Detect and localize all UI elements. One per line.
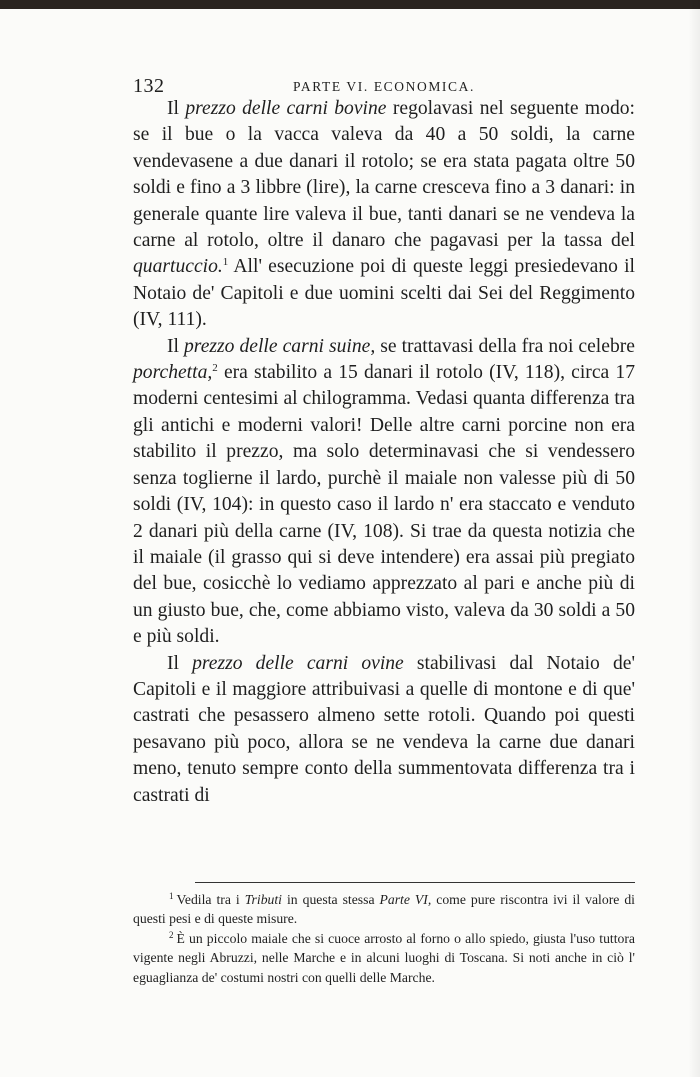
footnote-2 xyxy=(133,929,635,987)
main-text xyxy=(133,96,635,809)
footnote-mark: 1 xyxy=(169,891,174,901)
footnote-mark: 2 xyxy=(169,929,174,940)
text-run: Vedila tra i xyxy=(176,892,245,907)
italic-run: prezzo delle carni suine, xyxy=(184,335,376,357)
text-run: come pure riscontra ivi il valore di questi pesi e di queste misure. xyxy=(133,892,635,927)
footnote-ref[interactable]: 2 xyxy=(212,362,218,375)
italic-run: Tributi xyxy=(244,892,282,907)
italic-run: quartuccio. xyxy=(133,256,223,278)
footnote-1 xyxy=(133,890,635,929)
paragraph-bovine xyxy=(133,96,635,334)
text-run: È un piccolo maiale che si cuoce arrosto al forno o allo spiedo, giusta l'uso tuttora vigente negli Abruzzi, nelle Marche e in alcuni luoghi di Toscana. Si noti anche in ciò l' eguaglianza de' costumi nostri con quelli delle Marche. xyxy=(133,930,635,985)
footnotes xyxy=(133,890,635,987)
italic-run: prezzo delle carni ovine xyxy=(192,652,404,674)
footnote-ref[interactable]: 1 xyxy=(222,256,229,269)
text-run: se trattavasi della fra noi celebre xyxy=(375,335,635,357)
text-run: Il xyxy=(167,98,186,119)
running-head: PARTE VI. ECONOMICA. xyxy=(293,79,475,94)
paragraph-suine xyxy=(133,334,635,651)
text-run: Il xyxy=(167,652,193,674)
paragraph-ovine xyxy=(133,651,635,809)
text-run: era stabilito a 15 danari il rotolo (IV, 118), circa 17 moderni centesimi al chilogramma. Vedasi quanta differenza tra gli antichi e moderni valori! Delle altre carni porcine non era stabilito il prezzo, ma solo determinavasi che si vendessero senza toglierne il lardo, purchè il maiale non valesse più di 50 soldi (IV, 104): in questo caso il lardo n' era staccato e venduto 2 danari più della carne (IV, 108). Si trae da questa notizia che il maiale (il grasso qui si deve intendere) era assai più pregiato del bue, cosicchè lo vediamo apprezzato al pari e anche più di un giusto bue, che, come abbiamo visto, valeva da 30 soldi a 50 e più soldi. xyxy=(133,362,635,648)
italic-run: porchetta, xyxy=(133,362,213,384)
text-run: stabilivasi dal Notaio de' Capitoli e il maggiore attribuivasi a quelle di montone e di que' castrati che pesassero almeno sette rotoli. Quando poi questi pesavano più poco, allora se ne vendeva la carne due danari meno, tenuto sempre conto della summentovata differenza tra i castrati di xyxy=(133,652,635,806)
text-run: regolavasi nel seguente modo: se il bue o la vacca valeva da 40 a 50 soldi, la carne vendevasene a due danari il rotolo; se era stata pagata oltre 50 soldi e fino a 3 libbre (lire), la carne cresceva fino a 3 danari: in generale quante lire valeva il bue, tanti danari se ne vendeva la carne al rotolo, oltre il danaro che pagavasi per la tassa del xyxy=(133,98,635,252)
italic-run: prezzo delle carni bovine xyxy=(185,98,387,119)
text-run: in questa stessa xyxy=(281,892,380,907)
text-run: All' esecuzione poi di queste leggi presiedevano il Notaio de' Capitoli e due uomini scelti dai Sei del Reggimento (IV, 111). xyxy=(133,256,635,331)
text-run: Il xyxy=(167,335,184,357)
footnote-divider xyxy=(195,882,635,883)
page-number: 132 xyxy=(133,75,165,97)
italic-run: Parte VI, xyxy=(379,892,432,907)
